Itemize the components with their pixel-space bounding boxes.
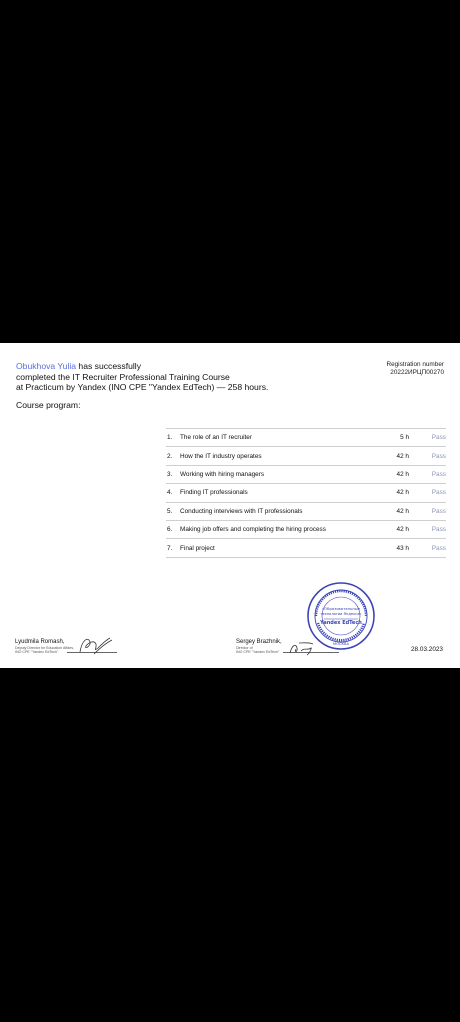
registration-block (386, 361, 444, 377)
module-status: Pass (431, 452, 446, 460)
program-title: Course program: (16, 400, 81, 410)
program-table (166, 428, 446, 558)
recipient-name: Obukhova Yulia (16, 361, 77, 371)
registration-label: Registration number (386, 361, 444, 368)
module-status: Pass (431, 544, 446, 552)
stamp-text-3: Yandex EdTech (320, 620, 362, 626)
stamp-text-1: «Образовательные (321, 606, 361, 611)
issue-date: 28.03.2023 (411, 646, 443, 653)
seal-stamp-icon (306, 581, 376, 651)
table-row (166, 520, 446, 538)
module-status: Pass (431, 434, 446, 442)
row-number: 4. (167, 489, 173, 497)
table-row (166, 483, 446, 501)
signatory-2-role-line-1: Director of (236, 645, 253, 650)
module-status: Pass (431, 489, 446, 497)
module-title: Conducting interviews with IT professionals (180, 507, 303, 515)
module-hours: 5 h (400, 434, 409, 442)
module-status: Pass (431, 507, 446, 515)
intro-line-2: completed the IT Recruiter Professional Training Course (16, 371, 230, 382)
certificate-intro (16, 361, 316, 393)
module-hours: 42 h (396, 470, 409, 478)
intro-line-1: has successfully (76, 361, 142, 371)
row-number: 3. (167, 470, 173, 478)
row-number: 5. (167, 507, 173, 515)
module-title: The role of an IT recruiter (180, 434, 252, 442)
signatory-1-role-line-2: INO CPE "Yandex EdTech" (15, 650, 59, 655)
table-row (166, 446, 446, 464)
module-title: Making job offers and completing the hiring process (180, 526, 326, 534)
certificate (0, 343, 460, 668)
signatory-2-name: Sergey Brazhnik, (236, 639, 282, 645)
row-number: 6. (167, 526, 173, 534)
stamp-city: МОСКВА (333, 642, 349, 646)
row-number: 7. (167, 544, 173, 552)
module-hours: 43 h (396, 544, 409, 552)
signatory-1 (15, 639, 74, 655)
signatory-1-role-line-1: Deputy Director for Education Affairs, (15, 645, 75, 650)
module-title: Working with hiring managers (180, 470, 265, 478)
module-status: Pass (431, 470, 446, 478)
module-status: Pass (431, 526, 446, 534)
module-hours: 42 h (396, 452, 409, 460)
table-row (166, 538, 446, 557)
module-hours: 42 h (396, 526, 409, 534)
module-title: Finding IT professionals (180, 489, 248, 497)
module-hours: 42 h (396, 507, 409, 515)
row-number: 1. (167, 434, 173, 442)
intro-line-3: at Practicum by Yandex (INO CPE "Yandex EdTech) — 258 hours. (16, 382, 269, 393)
row-number: 2. (167, 452, 173, 460)
module-hours: 42 h (396, 489, 409, 497)
signature-1-icon (76, 634, 116, 658)
stamp-text-2: технологии Яндекса» (320, 612, 362, 616)
signatory-1-name: Lyudmila Romash, (15, 639, 65, 645)
registration-number: 20222ИРЦП00270 (390, 369, 444, 376)
module-title: How the IT industry operates (180, 452, 262, 460)
table-row (166, 502, 446, 520)
table-row (166, 428, 446, 446)
signatory-2 (236, 639, 282, 655)
module-title: Final project (180, 544, 215, 552)
table-row (166, 465, 446, 483)
signatory-2-role-line-2: INO CPE "Yandex EdTech" (236, 650, 280, 655)
